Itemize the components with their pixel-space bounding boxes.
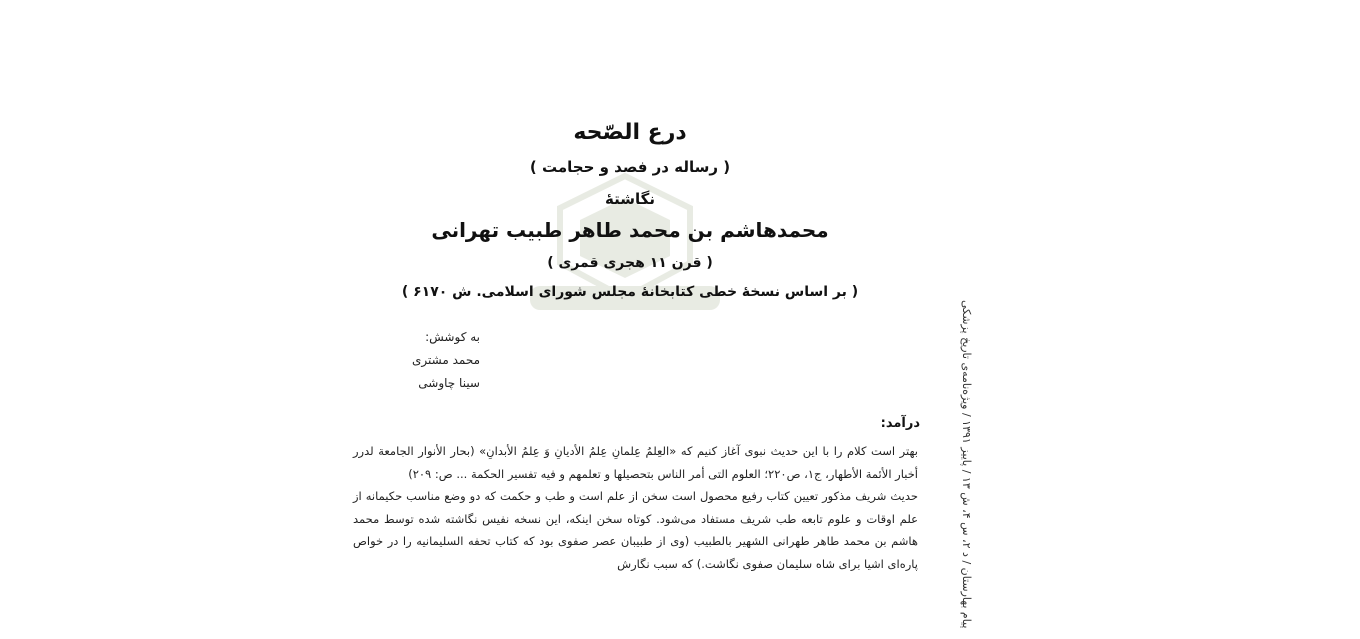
editor-name: محمد مشتری [412, 353, 480, 367]
credits-label: به کوشش: [425, 330, 480, 344]
paragraph: بهتر است کلام را با این حدیث نبوی آغاز کنیم که «العِلمُ عِلمانِ عِلمُ الأدیانِ وَ عِلمُ الأبدانِ» (بحار الأنوار الجامعة لدرر أخبار الأئمة الأطهار، ج۱، ص۲۲۰؛ العلوم التی أمر الناس بتحصیلها و تعلمهم و فیه تفسیر الحکمة ... ص: ۲۰۹) [353, 444, 918, 481]
editor-name: سینا چاوشی [418, 376, 480, 390]
source-note: ( بر اساس نسخهٔ خطی کتابخانهٔ مجلس شورای اسلامی. ش ۶۱۷۰ ) [401, 284, 859, 300]
side-caption-text: پیام بهارستان / د ۲، س ۴، ش ۱۳ / پاییز ۱۳۹۱ / ویژه‌نامه‌ی تاریخ پزشکی [960, 300, 973, 629]
paragraph: حدیث شریف مذکور تعیین کتاب رفیع محصول است سخن از علم است و طب و حکمت که دو وضع مناسب حکیمانه از علم اوقات و علوم تابعه طب شریف مستفاد می‌شود. کوتاه سخن اینکه، این نسخه نفیس نگاشته شده توسط محمد هاشم بن محمد طاهر طهرانی الشهیر بالطبیب (وی از طبیبان عصر صفوی بود که کتاب تحفه السلیمانیه را در خواص پاره‌ای اشیا برای شاه سلیمان صفوی نگاشت.) که سبب نگارش [353, 489, 918, 571]
credits-block [350, 326, 480, 395]
side-caption [955, 300, 975, 629]
document-title: درع الصّحه [573, 120, 687, 145]
document-subtitle: ( رساله در فصد و حجامت ) [529, 158, 731, 176]
century-note: ( قرن ۱۱ هجری قمری ) [547, 255, 713, 271]
intro-heading: درآمد: [880, 416, 920, 431]
body-text [353, 440, 918, 575]
author-name: محمدهاشم بن محمد طاهر طبیب تهرانی [431, 218, 829, 242]
written-by-label: نگاشتهٔ [605, 190, 655, 208]
